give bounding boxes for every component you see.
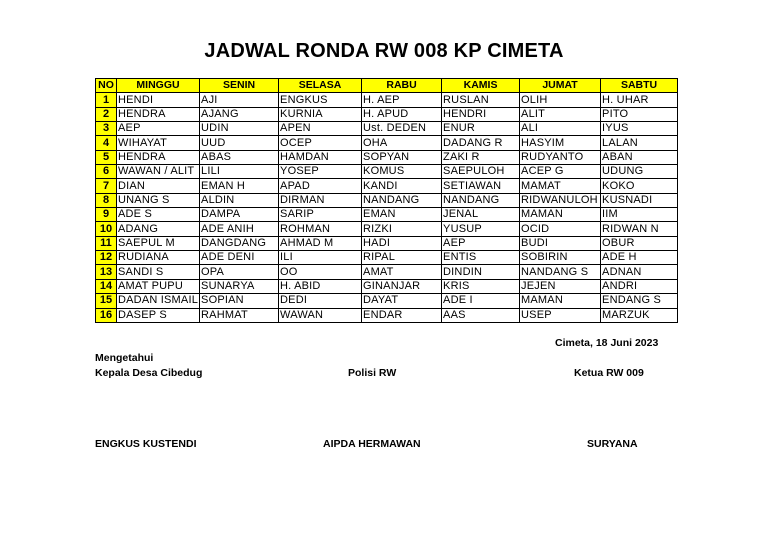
header-minggu: MINGGU bbox=[117, 79, 200, 93]
header-no: NO bbox=[96, 79, 117, 93]
cell-minggu: HENDI bbox=[117, 93, 200, 107]
cell-jumat: JEJEN bbox=[520, 279, 601, 293]
name-kepala-desa: ENGKUS KUSTENDI bbox=[95, 438, 197, 450]
cell-selasa: ROHMAN bbox=[279, 222, 362, 236]
cell-selasa: APAD bbox=[279, 179, 362, 193]
cell-senin: DANGDANG bbox=[200, 236, 279, 250]
row-number: 15 bbox=[96, 294, 117, 308]
table-row bbox=[96, 279, 678, 293]
cell-sabtu: OBUR bbox=[601, 236, 678, 250]
schedule-table bbox=[95, 78, 678, 323]
cell-kamis: JENAL bbox=[442, 208, 520, 222]
cell-selasa: ENGKUS bbox=[279, 93, 362, 107]
cell-senin: EMAN H bbox=[200, 179, 279, 193]
cell-kamis: DINDIN bbox=[442, 265, 520, 279]
page-title: JADWAL RONDA RW 008 KP CIMETA bbox=[204, 40, 564, 62]
table-row bbox=[96, 208, 678, 222]
table-row bbox=[96, 179, 678, 193]
cell-senin: UDIN bbox=[200, 122, 279, 136]
row-number: 10 bbox=[96, 222, 117, 236]
row-number: 12 bbox=[96, 251, 117, 265]
cell-rabu: ENDAR bbox=[362, 308, 442, 322]
cell-kamis: SETIAWAN bbox=[442, 179, 520, 193]
cell-rabu: AMAT bbox=[362, 265, 442, 279]
row-number: 2 bbox=[96, 107, 117, 121]
row-number: 16 bbox=[96, 308, 117, 322]
cell-senin: SOPIAN bbox=[200, 294, 279, 308]
name-polisi-rw: AIPDA HERMAWAN bbox=[323, 438, 421, 450]
cell-rabu: KANDI bbox=[362, 179, 442, 193]
cell-senin: DAMPA bbox=[200, 208, 279, 222]
header-row bbox=[96, 79, 678, 93]
cell-selasa: SARIP bbox=[279, 208, 362, 222]
cell-minggu: WAWAN / ALIT bbox=[117, 165, 200, 179]
cell-minggu: ADANG bbox=[117, 222, 200, 236]
cell-jumat: NANDANG S bbox=[520, 265, 601, 279]
cell-sabtu: KUSNADI bbox=[601, 193, 678, 207]
cell-selasa: H. ABID bbox=[279, 279, 362, 293]
cell-senin: ALDIN bbox=[200, 193, 279, 207]
cell-sabtu: RIDWAN N bbox=[601, 222, 678, 236]
cell-kamis: RUSLAN bbox=[442, 93, 520, 107]
row-number: 5 bbox=[96, 150, 117, 164]
cell-selasa: ILI bbox=[279, 251, 362, 265]
cell-kamis: ENUR bbox=[442, 122, 520, 136]
table-row bbox=[96, 150, 678, 164]
row-number: 11 bbox=[96, 236, 117, 250]
table-row bbox=[96, 107, 678, 121]
table-row bbox=[96, 308, 678, 322]
table-row bbox=[96, 93, 678, 107]
cell-minggu: RUDIANA bbox=[117, 251, 200, 265]
row-number: 7 bbox=[96, 179, 117, 193]
cell-sabtu: LALAN bbox=[601, 136, 678, 150]
cell-selasa: OO bbox=[279, 265, 362, 279]
cell-kamis: ADE I bbox=[442, 294, 520, 308]
cell-senin: OPA bbox=[200, 265, 279, 279]
table-row bbox=[96, 265, 678, 279]
cell-senin: SUNARYA bbox=[200, 279, 279, 293]
cell-minggu: HENDRA bbox=[117, 107, 200, 121]
row-number: 14 bbox=[96, 279, 117, 293]
cell-jumat: MAMAN bbox=[520, 208, 601, 222]
cell-sabtu: ANDRI bbox=[601, 279, 678, 293]
cell-minggu: HENDRA bbox=[117, 150, 200, 164]
header-selasa: SELASA bbox=[279, 79, 362, 93]
cell-jumat: OLIH bbox=[520, 93, 601, 107]
cell-jumat: MAMAT bbox=[520, 179, 601, 193]
header-rabu: RABU bbox=[362, 79, 442, 93]
cell-selasa: AHMAD M bbox=[279, 236, 362, 250]
cell-rabu: Ust. DEDEN bbox=[362, 122, 442, 136]
role-polisi-rw: Polisi RW bbox=[348, 367, 397, 379]
cell-minggu: AEP bbox=[117, 122, 200, 136]
cell-rabu: RIZKI bbox=[362, 222, 442, 236]
table-row bbox=[96, 136, 678, 150]
cell-jumat: ALIT bbox=[520, 107, 601, 121]
cell-sabtu: ABAN bbox=[601, 150, 678, 164]
cell-rabu: DAYAT bbox=[362, 294, 442, 308]
cell-sabtu: MARZUK bbox=[601, 308, 678, 322]
table-row bbox=[96, 222, 678, 236]
cell-minggu: AMAT PUPU bbox=[117, 279, 200, 293]
cell-sabtu: UDUNG bbox=[601, 165, 678, 179]
cell-selasa: YOSEP bbox=[279, 165, 362, 179]
cell-kamis: AAS bbox=[442, 308, 520, 322]
header-senin: SENIN bbox=[200, 79, 279, 93]
table-row bbox=[96, 236, 678, 250]
cell-selasa: KURNIA bbox=[279, 107, 362, 121]
role-ketua-rw: Ketua RW 009 bbox=[574, 367, 644, 379]
cell-kamis: DADANG R bbox=[442, 136, 520, 150]
cell-jumat: BUDI bbox=[520, 236, 601, 250]
cell-kamis: SAEPULOH bbox=[442, 165, 520, 179]
row-number: 6 bbox=[96, 165, 117, 179]
cell-senin: ADE DENI bbox=[200, 251, 279, 265]
cell-minggu: WIHAYAT bbox=[117, 136, 200, 150]
row-number: 3 bbox=[96, 122, 117, 136]
table-row bbox=[96, 193, 678, 207]
cell-rabu: H. AEP bbox=[362, 93, 442, 107]
row-number: 9 bbox=[96, 208, 117, 222]
cell-rabu: HADI bbox=[362, 236, 442, 250]
row-number: 8 bbox=[96, 193, 117, 207]
cell-sabtu: ADE H bbox=[601, 251, 678, 265]
cell-rabu: OHA bbox=[362, 136, 442, 150]
row-number: 13 bbox=[96, 265, 117, 279]
cell-sabtu: IYUS bbox=[601, 122, 678, 136]
cell-minggu: SAEPUL M bbox=[117, 236, 200, 250]
cell-kamis: ZAKI R bbox=[442, 150, 520, 164]
cell-senin: AJANG bbox=[200, 107, 279, 121]
cell-selasa: OCEP bbox=[279, 136, 362, 150]
cell-selasa: HAMDAN bbox=[279, 150, 362, 164]
table-row bbox=[96, 294, 678, 308]
cell-minggu: UNANG S bbox=[117, 193, 200, 207]
cell-sabtu: ADNAN bbox=[601, 265, 678, 279]
cell-jumat: MAMAN bbox=[520, 294, 601, 308]
name-ketua-rw: SURYANA bbox=[587, 438, 638, 450]
cell-sabtu: H. UHAR bbox=[601, 93, 678, 107]
cell-jumat: ACEP G bbox=[520, 165, 601, 179]
table-row bbox=[96, 251, 678, 265]
cell-jumat: SOBIRIN bbox=[520, 251, 601, 265]
cell-minggu: DIAN bbox=[117, 179, 200, 193]
cell-selasa: WAWAN bbox=[279, 308, 362, 322]
cell-rabu: RIPAL bbox=[362, 251, 442, 265]
cell-rabu: H. APUD bbox=[362, 107, 442, 121]
row-number: 4 bbox=[96, 136, 117, 150]
cell-minggu: SANDI S bbox=[117, 265, 200, 279]
cell-minggu: DASEP S bbox=[117, 308, 200, 322]
row-number: 1 bbox=[96, 93, 117, 107]
cell-rabu: SOPYAN bbox=[362, 150, 442, 164]
cell-kamis: NANDANG bbox=[442, 193, 520, 207]
cell-jumat: RIDWANULOH bbox=[520, 193, 601, 207]
header-sabtu: SABTU bbox=[601, 79, 678, 93]
cell-jumat: USEP bbox=[520, 308, 601, 322]
cell-sabtu: ENDANG S bbox=[601, 294, 678, 308]
cell-rabu: KOMUS bbox=[362, 165, 442, 179]
cell-rabu: NANDANG bbox=[362, 193, 442, 207]
cell-selasa: APEN bbox=[279, 122, 362, 136]
cell-senin: RAHMAT bbox=[200, 308, 279, 322]
cell-minggu: ADE S bbox=[117, 208, 200, 222]
cell-jumat: RUDYANTO bbox=[520, 150, 601, 164]
cell-sabtu: PITO bbox=[601, 107, 678, 121]
cell-selasa: DIRMAN bbox=[279, 193, 362, 207]
cell-selasa: DEDI bbox=[279, 294, 362, 308]
cell-rabu: EMAN bbox=[362, 208, 442, 222]
cell-kamis: AEP bbox=[442, 236, 520, 250]
cell-senin: LILI bbox=[200, 165, 279, 179]
cell-kamis: HENDRI bbox=[442, 107, 520, 121]
cell-kamis: YUSUP bbox=[442, 222, 520, 236]
cell-jumat: ALI bbox=[520, 122, 601, 136]
cell-sabtu: IIM bbox=[601, 208, 678, 222]
mengetahui-label: Mengetahui bbox=[95, 352, 154, 364]
cell-minggu: DADAN ISMAIL bbox=[118, 294, 199, 307]
header-jumat: JUMAT bbox=[520, 79, 601, 93]
header-kamis: KAMIS bbox=[442, 79, 520, 93]
role-kepala-desa: Kepala Desa Cibedug bbox=[95, 367, 203, 379]
cell-senin: UUD bbox=[200, 136, 279, 150]
cell-kamis: ENTIS bbox=[442, 251, 520, 265]
cell-rabu: GINANJAR bbox=[362, 279, 442, 293]
cell-sabtu: KOKO bbox=[601, 179, 678, 193]
cell-jumat: HASYIM bbox=[520, 136, 601, 150]
cell-jumat: OCID bbox=[520, 222, 601, 236]
schedule-body bbox=[96, 93, 678, 323]
place-date: Cimeta, 18 Juni 2023 bbox=[555, 337, 659, 349]
cell-senin: ADE ANIH bbox=[200, 222, 279, 236]
table-row bbox=[96, 165, 678, 179]
cell-kamis: KRIS bbox=[442, 279, 520, 293]
table-row bbox=[96, 122, 678, 136]
cell-senin: ABAS bbox=[200, 150, 279, 164]
cell-senin: AJI bbox=[200, 93, 279, 107]
